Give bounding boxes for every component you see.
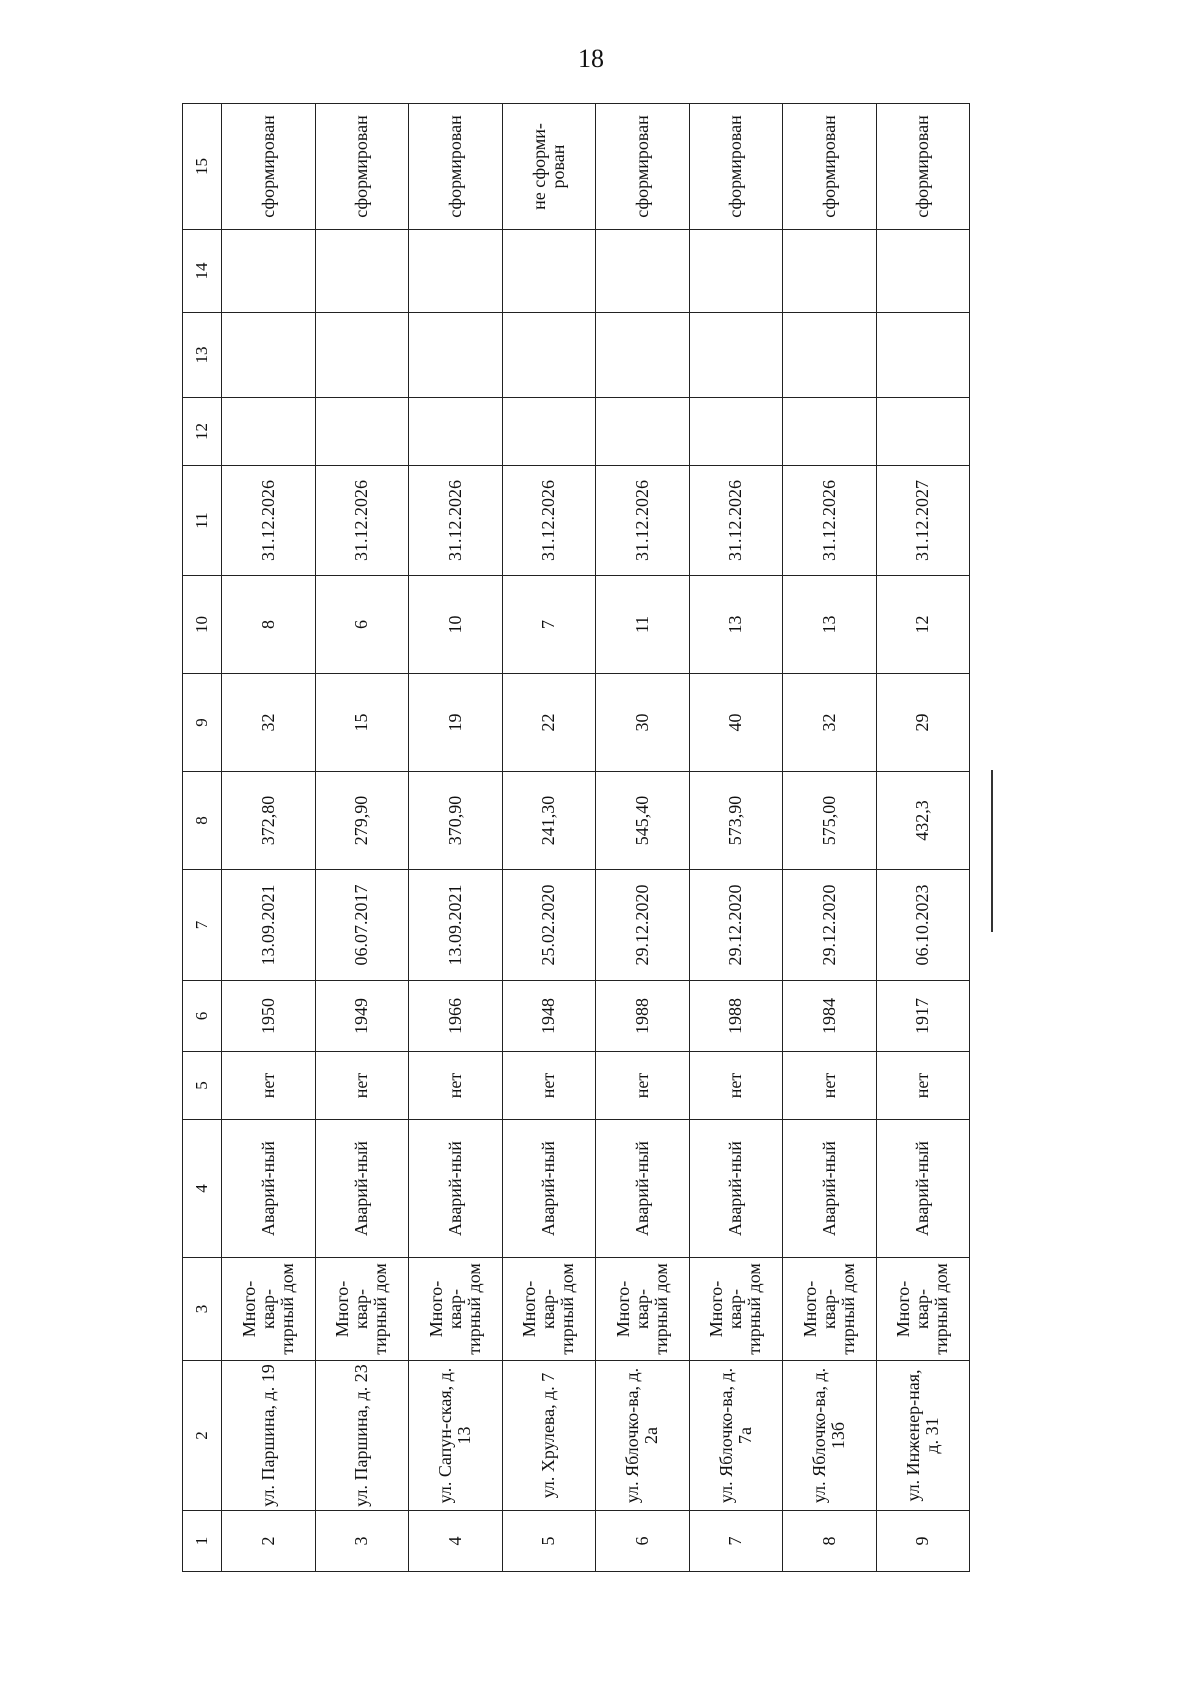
table-cell: 6 (596, 1511, 690, 1572)
table-cell: 1949 (315, 981, 409, 1052)
page-number: 18 (578, 44, 604, 73)
table-cell: 1950 (222, 981, 316, 1052)
table-cell: нет (596, 1052, 690, 1120)
table-cell: Много-квар-тирный дом (409, 1258, 503, 1361)
table-cell: сформирован (596, 104, 690, 230)
table-cell: Много-квар-тирный дом (502, 1258, 596, 1361)
table-cell (222, 313, 316, 398)
table-row (315, 104, 409, 1572)
table-cell: 10 (409, 576, 503, 674)
column-header-12: 12 (183, 398, 222, 466)
table-cell: ул. Паршина, д. 23 (315, 1361, 409, 1511)
table-cell (876, 313, 970, 398)
table-cell (315, 398, 409, 466)
table-cell (689, 230, 783, 313)
table-row (409, 104, 503, 1572)
table-cell: 370,90 (409, 772, 503, 870)
table-cell: 31.12.2026 (409, 466, 503, 576)
table-cell: сформирован (315, 104, 409, 230)
table-cell: Аварий-ный (783, 1120, 877, 1258)
table-cell: Аварий-ный (689, 1120, 783, 1258)
table-cell (783, 313, 877, 398)
table-cell: 15 (315, 674, 409, 772)
housing-table (182, 103, 970, 1572)
table-cell: 31.12.2026 (315, 466, 409, 576)
table-cell: нет (689, 1052, 783, 1120)
table-row (596, 104, 690, 1572)
table-cell: Аварий-ный (315, 1120, 409, 1258)
table-cell: Много-квар-тирный дом (315, 1258, 409, 1361)
column-header-5: 5 (183, 1052, 222, 1120)
table-cell: 7 (502, 576, 596, 674)
table-cell: не сформи-рован (502, 104, 596, 230)
table-cell: ул. Хрулева, д. 7 (502, 1361, 596, 1511)
table-row (876, 104, 970, 1572)
table-cell: нет (315, 1052, 409, 1120)
header-row (183, 104, 222, 1572)
table-cell: 573,90 (689, 772, 783, 870)
table-cell: 1984 (783, 981, 877, 1052)
table-cell: 1966 (409, 981, 503, 1052)
table-cell: 31.12.2026 (783, 466, 877, 576)
table-cell: 3 (315, 1511, 409, 1572)
table-cell: 13 (783, 576, 877, 674)
table-cell: 545,40 (596, 772, 690, 870)
scan-mark (991, 770, 993, 932)
table-cell (222, 398, 316, 466)
table-cell (409, 313, 503, 398)
table-cell: сформирован (409, 104, 503, 230)
column-header-13: 13 (183, 313, 222, 398)
table-cell: 31.12.2027 (876, 466, 970, 576)
table-cell: 575,00 (783, 772, 877, 870)
table-cell: 13.09.2021 (409, 870, 503, 981)
table-cell: 8 (222, 576, 316, 674)
table-cell: нет (783, 1052, 877, 1120)
table-cell: 29 (876, 674, 970, 772)
table-cell: 1948 (502, 981, 596, 1052)
table-cell: Аварий-ный (502, 1120, 596, 1258)
table-cell: Аварий-ный (222, 1120, 316, 1258)
column-header-8: 8 (183, 772, 222, 870)
table-cell (409, 230, 503, 313)
table-cell: 29.12.2020 (689, 870, 783, 981)
table-cell: 31.12.2026 (689, 466, 783, 576)
table-cell: 4 (409, 1511, 503, 1572)
table-cell: сформирован (876, 104, 970, 230)
table-cell: ул. Яблочко-ва, д. 7а (689, 1361, 783, 1511)
table-cell: Много-квар-тирный дом (222, 1258, 316, 1361)
table-cell: сформирован (222, 104, 316, 230)
table-cell: 9 (876, 1511, 970, 1572)
column-header-15: 15 (183, 104, 222, 230)
table-cell: 241,30 (502, 772, 596, 870)
table-cell: нет (876, 1052, 970, 1120)
table-cell (315, 230, 409, 313)
column-header-9: 9 (183, 674, 222, 772)
table-cell (596, 230, 690, 313)
rotated-table-container (182, 104, 970, 1572)
column-header-7: 7 (183, 870, 222, 981)
column-header-4: 4 (183, 1120, 222, 1258)
table-cell: сформирован (689, 104, 783, 230)
table-cell: 372,80 (222, 772, 316, 870)
table-cell: ул. Инженер-ная, д. 31 (876, 1361, 970, 1511)
table-row (502, 104, 596, 1572)
table-cell (596, 398, 690, 466)
table-cell: Аварий-ный (876, 1120, 970, 1258)
table-cell: 32 (783, 674, 877, 772)
table-cell: 5 (502, 1511, 596, 1572)
table-cell (689, 398, 783, 466)
table-cell: 30 (596, 674, 690, 772)
table-cell (876, 398, 970, 466)
table-cell: Много-квар-тирный дом (783, 1258, 877, 1361)
table-cell: 432,3 (876, 772, 970, 870)
table-cell: 13 (689, 576, 783, 674)
table-cell: ул. Паршина, д. 19 (222, 1361, 316, 1511)
table-cell: нет (222, 1052, 316, 1120)
table-cell (596, 313, 690, 398)
table-cell (783, 230, 877, 313)
table-cell: 7 (689, 1511, 783, 1572)
table-cell: 12 (876, 576, 970, 674)
table-cell: 31.12.2026 (596, 466, 690, 576)
table-cell: 2 (222, 1511, 316, 1572)
column-header-11: 11 (183, 466, 222, 576)
table-cell: 6 (315, 576, 409, 674)
column-header-6: 6 (183, 981, 222, 1052)
table-cell (409, 398, 503, 466)
table-cell: 279,90 (315, 772, 409, 870)
table-cell: 31.12.2026 (222, 466, 316, 576)
table-cell: 19 (409, 674, 503, 772)
table-cell: 06.10.2023 (876, 870, 970, 981)
table-cell (502, 230, 596, 313)
table-cell: Аварий-ный (409, 1120, 503, 1258)
table-cell: сформирован (783, 104, 877, 230)
table-cell: ул. Яблочко-ва, д. 13б (783, 1361, 877, 1511)
table-cell: Аварий-ный (596, 1120, 690, 1258)
table-cell (502, 398, 596, 466)
table-cell: 11 (596, 576, 690, 674)
table-cell: 31.12.2026 (502, 466, 596, 576)
table-cell: 22 (502, 674, 596, 772)
table-cell (502, 313, 596, 398)
table-cell: 06.07.2017 (315, 870, 409, 981)
table-cell: 8 (783, 1511, 877, 1572)
table-cell (222, 230, 316, 313)
table-cell: Много-квар-тирный дом (689, 1258, 783, 1361)
table-cell: Много-квар-тирный дом (876, 1258, 970, 1361)
table-row (689, 104, 783, 1572)
table-cell: 29.12.2020 (596, 870, 690, 981)
table-cell (876, 230, 970, 313)
table-cell: Много-квар-тирный дом (596, 1258, 690, 1361)
table-cell: ул. Яблочко-ва, д. 2а (596, 1361, 690, 1511)
column-header-10: 10 (183, 576, 222, 674)
table-cell: 25.02.2020 (502, 870, 596, 981)
table-cell: 13.09.2021 (222, 870, 316, 981)
table-cell: 1917 (876, 981, 970, 1052)
column-header-2: 2 (183, 1361, 222, 1511)
table-cell: нет (409, 1052, 503, 1120)
table-cell (689, 313, 783, 398)
table-cell: 40 (689, 674, 783, 772)
table-row (783, 104, 877, 1572)
table-cell: 32 (222, 674, 316, 772)
table-cell: нет (502, 1052, 596, 1120)
column-header-3: 3 (183, 1258, 222, 1361)
table-cell: 1988 (596, 981, 690, 1052)
table-cell: ул. Сапун-ская, д. 13 (409, 1361, 503, 1511)
column-header-14: 14 (183, 230, 222, 313)
table-row (222, 104, 316, 1572)
column-header-1: 1 (183, 1511, 222, 1572)
table-cell: 1988 (689, 981, 783, 1052)
table-cell (783, 398, 877, 466)
table-cell: 29.12.2020 (783, 870, 877, 981)
table-cell (315, 313, 409, 398)
